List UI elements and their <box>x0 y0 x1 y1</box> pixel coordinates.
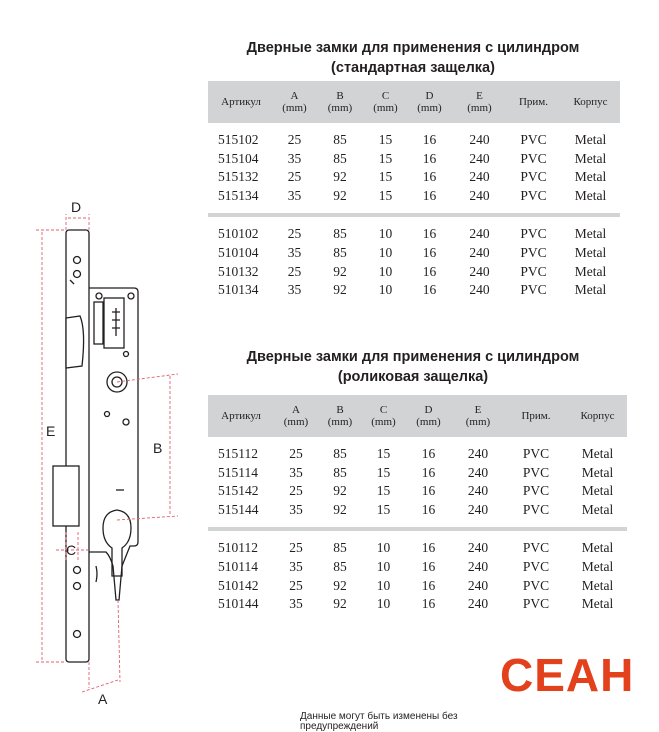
article-cell: 510102 <box>218 226 259 242</box>
table-cell: 25 <box>289 577 303 593</box>
dim-label-a: A <box>98 691 108 707</box>
table-cell: 16 <box>421 540 436 556</box>
table-cell: 16 <box>421 464 436 480</box>
table-cell: 16 <box>422 132 437 147</box>
table-cell: 92 <box>333 596 347 612</box>
article-cell: 515134 <box>218 187 259 203</box>
table-cell: PVC <box>520 169 547 185</box>
footnote-text: Данные могут быть изменены без предупреждений <box>300 711 458 732</box>
table-cell: PVC <box>522 446 550 461</box>
table-cell: 35 <box>289 558 303 574</box>
table-cell: 25 <box>287 132 302 147</box>
table-row <box>208 445 627 464</box>
table-cell: 85 <box>333 446 347 461</box>
table-cell: 16 <box>421 483 436 499</box>
table-cell: 35 <box>287 187 302 203</box>
column-header-label: D <box>424 404 433 416</box>
article-cell: 515104 <box>218 150 259 166</box>
table-cell: 240 <box>469 150 490 166</box>
table-row <box>208 263 620 282</box>
article-cell: 510134 <box>218 282 259 298</box>
column-header-label: C <box>381 90 390 102</box>
company-logo: CEAH <box>500 649 635 701</box>
table-row <box>208 281 620 300</box>
table-row <box>208 168 620 187</box>
table-cell: 10 <box>376 540 391 556</box>
table-cell: 85 <box>333 464 347 480</box>
column-header <box>208 81 274 123</box>
table-cell: 16 <box>422 263 437 279</box>
column-header-unit: (mm) <box>416 416 441 428</box>
table-row <box>208 131 620 150</box>
table-cell: 16 <box>422 169 437 185</box>
table-cell: 35 <box>289 501 303 517</box>
table-cell: 240 <box>467 501 489 517</box>
table-cell: 25 <box>289 483 303 499</box>
section-title-roller <box>210 347 616 387</box>
column-header <box>405 395 452 437</box>
deadbolt <box>53 466 79 526</box>
table-cell: 85 <box>333 540 347 556</box>
table-cell: 240 <box>469 244 490 260</box>
table-cell: 16 <box>421 501 436 517</box>
table-cell: PVC <box>522 501 550 517</box>
latch <box>66 316 84 368</box>
dim-label-b: B <box>153 440 163 456</box>
column-header <box>452 395 504 437</box>
column-header <box>504 395 568 437</box>
table-cell: Metal <box>574 187 607 203</box>
table-cell: PVC <box>522 483 550 499</box>
column-header <box>362 395 405 437</box>
column-header-label: Прим. <box>521 410 551 422</box>
table-cell: 15 <box>378 150 393 166</box>
table-cell: 16 <box>421 596 436 612</box>
table-row <box>208 577 627 596</box>
article-cell: 510104 <box>218 244 259 260</box>
table-cell: 15 <box>376 483 391 499</box>
table-cell: 240 <box>469 132 490 147</box>
table-row <box>208 539 627 558</box>
column-header-label: Прим. <box>518 96 549 108</box>
table-cell: PVC <box>520 263 547 279</box>
table-header <box>208 395 627 437</box>
title-line-1: Дверные замки для применения с цилиндром <box>246 40 580 56</box>
table-cell: 16 <box>421 558 436 574</box>
column-header <box>561 81 620 123</box>
table-cell: 10 <box>378 282 393 298</box>
table-cell: 10 <box>376 577 391 593</box>
column-header-label: Артикул <box>221 96 261 108</box>
table-cell: 15 <box>378 187 393 203</box>
column-header-unit: (mm) <box>327 416 353 428</box>
article-cell: 515102 <box>218 132 259 147</box>
column-header-unit: (mm) <box>417 102 442 114</box>
table-cell: PVC <box>520 150 547 166</box>
column-header-label: Артикул <box>221 410 261 422</box>
title-line-1: Дверные замки для применения с цилиндром <box>246 349 580 365</box>
table-cell: Metal <box>581 483 614 499</box>
table-cell: Metal <box>581 446 614 461</box>
article-cell: 510132 <box>218 263 259 279</box>
dim-label-d: D <box>71 199 82 215</box>
table-cell: 16 <box>421 446 436 461</box>
lock-diagram <box>0 190 210 710</box>
column-header <box>315 81 365 123</box>
table-row <box>208 558 627 577</box>
table-cell: 35 <box>287 282 302 298</box>
column-header-label: C <box>379 404 388 416</box>
column-header-label: E <box>474 404 482 416</box>
title-line-2: (роликовая защелка) <box>337 369 489 385</box>
table-cell: PVC <box>522 540 550 556</box>
table-cell: Metal <box>581 464 614 480</box>
table-cell: 25 <box>287 169 302 185</box>
table-header <box>208 81 620 123</box>
column-header <box>506 81 561 123</box>
table-cell: PVC <box>520 244 547 260</box>
table-cell: 85 <box>333 244 347 260</box>
dim-label-c: C <box>66 542 77 558</box>
table-cell: 16 <box>422 226 437 242</box>
table-cell: 240 <box>467 577 489 593</box>
table-cell: Metal <box>581 596 614 612</box>
column-header-unit: (mm) <box>327 102 353 114</box>
column-header-label: A <box>292 404 300 416</box>
table-cell: 85 <box>333 226 347 242</box>
section-title-standard <box>210 38 616 78</box>
faceplate <box>66 230 89 662</box>
table-cell: 15 <box>376 446 391 461</box>
table-row <box>208 464 627 483</box>
table-cell: 10 <box>376 558 391 574</box>
column-header <box>318 395 362 437</box>
title-line-2: (стандартная защелка) <box>331 60 495 76</box>
table-cell: 15 <box>378 132 393 147</box>
table-cell: Metal <box>581 501 614 517</box>
table-cell: 92 <box>333 577 347 593</box>
table-cell: 92 <box>333 169 347 185</box>
table-cell: Metal <box>581 577 614 593</box>
table-cell: Metal <box>581 540 614 556</box>
table-cell: 240 <box>467 483 489 499</box>
column-header-label: B <box>336 404 344 416</box>
table-cell: 25 <box>287 263 302 279</box>
table-row <box>208 187 620 206</box>
table-cell: PVC <box>520 226 547 242</box>
table-cell: 240 <box>469 187 490 203</box>
table-cell: 92 <box>333 483 347 499</box>
table-cell: 240 <box>467 446 489 461</box>
column-header <box>406 81 453 123</box>
table-row <box>208 225 620 244</box>
table-cell: 240 <box>467 558 489 574</box>
table-row <box>208 244 620 263</box>
column-header <box>274 395 318 437</box>
table-cell: 35 <box>289 464 303 480</box>
table-cell: 85 <box>333 150 347 166</box>
table-cell: 240 <box>469 282 490 298</box>
table-cell: 35 <box>287 150 302 166</box>
row-spacer <box>208 217 620 225</box>
table-cell: Metal <box>581 558 614 574</box>
column-header-label: E <box>476 90 483 102</box>
table-cell: 16 <box>422 150 437 166</box>
table-cell: PVC <box>522 596 550 612</box>
table-cell: 16 <box>422 187 437 203</box>
article-cell: 515114 <box>218 464 258 480</box>
table-cell: PVC <box>520 187 547 203</box>
table-cell: PVC <box>520 282 547 298</box>
table-cell: Metal <box>574 244 607 260</box>
table-cell: Metal <box>574 282 607 298</box>
table-cell: 15 <box>376 464 391 480</box>
column-header-unit: (mm) <box>283 416 309 428</box>
column-header <box>274 81 315 123</box>
table-cell: 16 <box>421 577 436 593</box>
column-header-label: B <box>336 90 344 102</box>
article-cell: 515112 <box>218 446 258 461</box>
row-spacer <box>208 531 627 539</box>
table-cell: PVC <box>522 577 550 593</box>
table-cell: 15 <box>376 501 391 517</box>
table-cell: 35 <box>287 244 302 260</box>
table-cell: 240 <box>469 263 490 279</box>
row-spacer <box>208 123 620 131</box>
table-cell: 240 <box>469 169 490 185</box>
table-cell: 85 <box>333 132 347 147</box>
table-cell: 10 <box>376 596 391 612</box>
table-cell: 85 <box>333 558 347 574</box>
table-cell: 16 <box>422 244 437 260</box>
column-header <box>568 395 627 437</box>
table-row <box>208 150 620 169</box>
table-row <box>208 501 627 520</box>
column-header <box>208 395 274 437</box>
spec-table-standard <box>208 81 620 300</box>
row-spacer <box>208 437 627 445</box>
article-cell: 510144 <box>218 596 259 612</box>
article-cell: 515142 <box>218 483 259 499</box>
table-cell: 92 <box>333 187 347 203</box>
table-cell: 25 <box>289 446 303 461</box>
column-header <box>453 81 506 123</box>
table-cell: PVC <box>522 464 550 480</box>
column-header-unit: (mm) <box>467 102 492 114</box>
dim-label-e: E <box>46 423 56 439</box>
table-cell: 25 <box>287 226 302 242</box>
article-cell: 510142 <box>218 577 259 593</box>
column-header-label: Корпус <box>580 410 615 422</box>
column-header-unit: (mm) <box>373 102 398 114</box>
table-cell: 92 <box>333 282 347 298</box>
table-cell: 240 <box>467 464 489 480</box>
column-header <box>365 81 406 123</box>
table-row <box>208 595 627 614</box>
table-cell: Metal <box>574 226 607 242</box>
table-row <box>208 482 627 501</box>
column-header-label: Корпус <box>573 96 608 108</box>
table-cell: 10 <box>378 226 393 242</box>
table-cell: 92 <box>333 501 347 517</box>
table-cell: 240 <box>469 226 490 242</box>
column-header-unit: (mm) <box>371 416 396 428</box>
table-cell: 240 <box>467 540 489 556</box>
table-cell: 35 <box>289 596 303 612</box>
article-cell: 510112 <box>218 540 258 556</box>
article-cell: 510114 <box>218 558 258 574</box>
table-cell: 16 <box>422 282 437 298</box>
table-cell: Metal <box>574 150 607 166</box>
table-cell: PVC <box>522 558 550 574</box>
article-cell: 515132 <box>218 169 259 185</box>
column-header-label: D <box>425 90 434 102</box>
table-cell: 240 <box>467 596 489 612</box>
table-cell: 15 <box>378 169 393 185</box>
table-cell: Metal <box>574 169 607 185</box>
table-cell: Metal <box>574 132 607 147</box>
row-spacer <box>208 519 627 527</box>
column-header-label: A <box>290 90 299 102</box>
lock-body <box>89 288 138 600</box>
article-cell: 515144 <box>218 501 259 517</box>
table-cell: 10 <box>378 263 393 279</box>
column-header-unit: (mm) <box>465 416 491 428</box>
table-cell: Metal <box>574 263 607 279</box>
row-spacer <box>208 205 620 213</box>
table-cell: 25 <box>289 540 303 556</box>
column-header-unit: (mm) <box>282 102 307 114</box>
table-cell: 92 <box>333 263 347 279</box>
table-cell: 10 <box>378 244 393 260</box>
table-cell: PVC <box>520 132 547 147</box>
spec-table-roller <box>208 395 627 614</box>
